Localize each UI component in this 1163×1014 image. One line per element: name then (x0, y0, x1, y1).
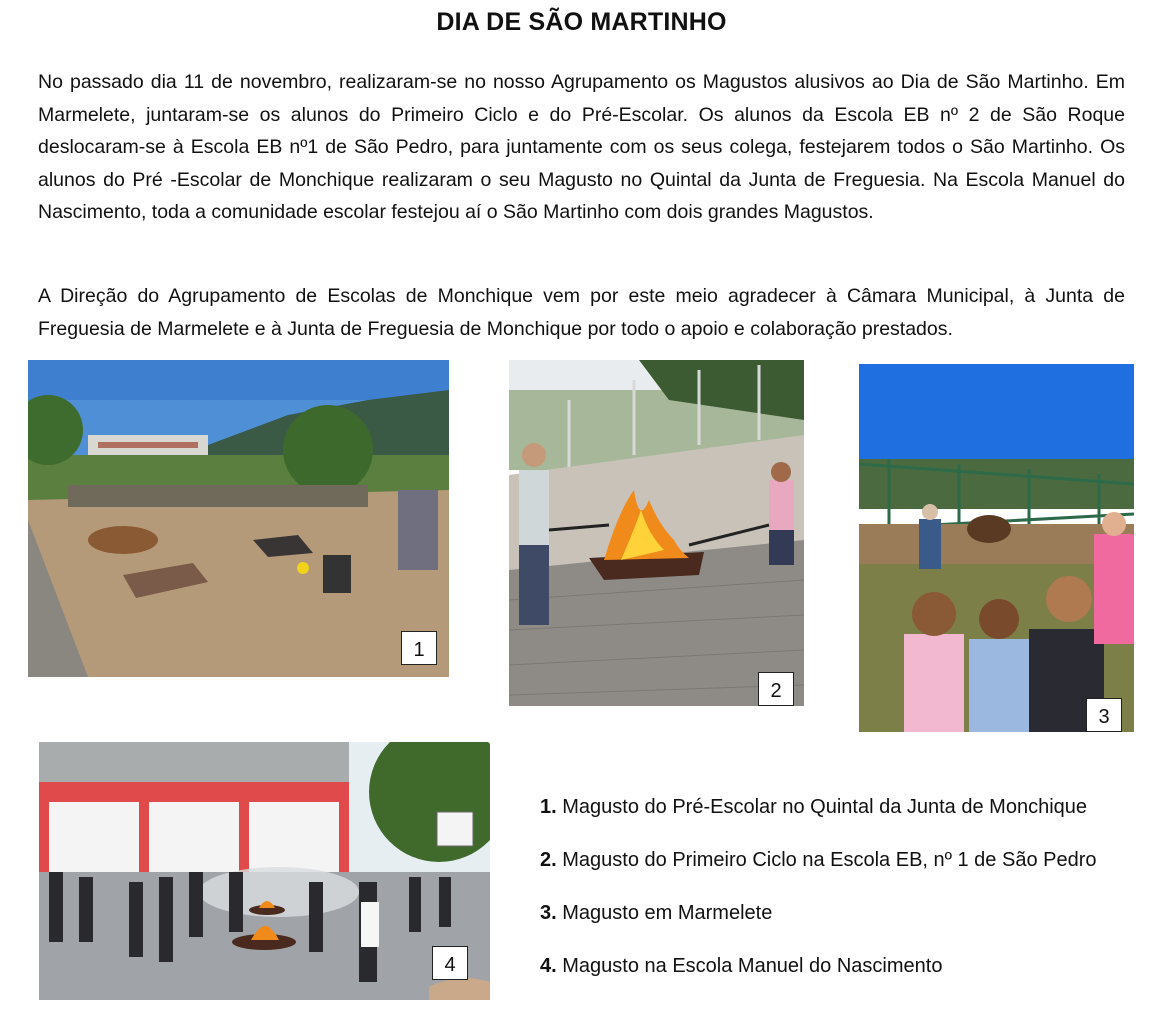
photo-2 (509, 360, 804, 706)
caption-index: 3. (540, 902, 557, 924)
photo-3 (859, 364, 1134, 732)
thanks-paragraph: A Direção do Agrupamento de Escolas de Monchique vem por este meio agradecer à Câmara Municipal, à Junta de Freguesia de Marmelete e à Junta de Freguesia de Monchique por todo o apoio e colaboração prestados. (38, 285, 1125, 340)
photo-number-1: 1 (401, 631, 437, 665)
photo-number-3: 3 (1086, 698, 1122, 732)
intro-paragraph: No passado dia 11 de novembro, realizaram-se no nosso Agrupamento os Magustos alusivos ao Dia de São Martinho. Em Marmelete, juntaram-se os alunos do Primeiro Ciclo e do Pré-Escolar. Os alunos da Escola EB nº 2 de São Roque deslocaram-se à Escola EB nº1 de São Pedro, para juntamente com os seus colega, festejarem todos o São Martinho. Os alunos do Pré -Escolar de Monchique realizaram o seu Magusto no Quintal da Junta de Freguesia. Na Escola Manuel do Nascimento, toda a comunidade escolar festejou aí o São Martinho com dois grandes Magustos. (38, 71, 1125, 223)
caption-index: 2. (540, 849, 557, 871)
caption-text: Magusto na Escola Manuel do Nascimento (562, 955, 943, 977)
photo-captions (540, 790, 1140, 1002)
caption-index: 4. (540, 955, 557, 977)
caption-1 (540, 790, 1140, 843)
caption-index: 1. (540, 796, 557, 818)
caption-3 (540, 896, 1140, 949)
photo-number-2: 2 (758, 672, 794, 706)
page-title: DIA DE SÃO MARTINHO (436, 8, 727, 36)
caption-text: Magusto em Marmelete (562, 902, 773, 924)
photo-4 (39, 742, 490, 1000)
caption-2 (540, 843, 1140, 896)
caption-text: Magusto do Pré-Escolar no Quintal da Junta de Monchique (562, 796, 1088, 818)
caption-4 (540, 949, 1140, 1002)
caption-text: Magusto do Primeiro Ciclo na Escola EB, nº 1 de São Pedro (562, 849, 1097, 871)
photo-number-4: 4 (432, 946, 468, 980)
photo-1 (28, 360, 449, 677)
